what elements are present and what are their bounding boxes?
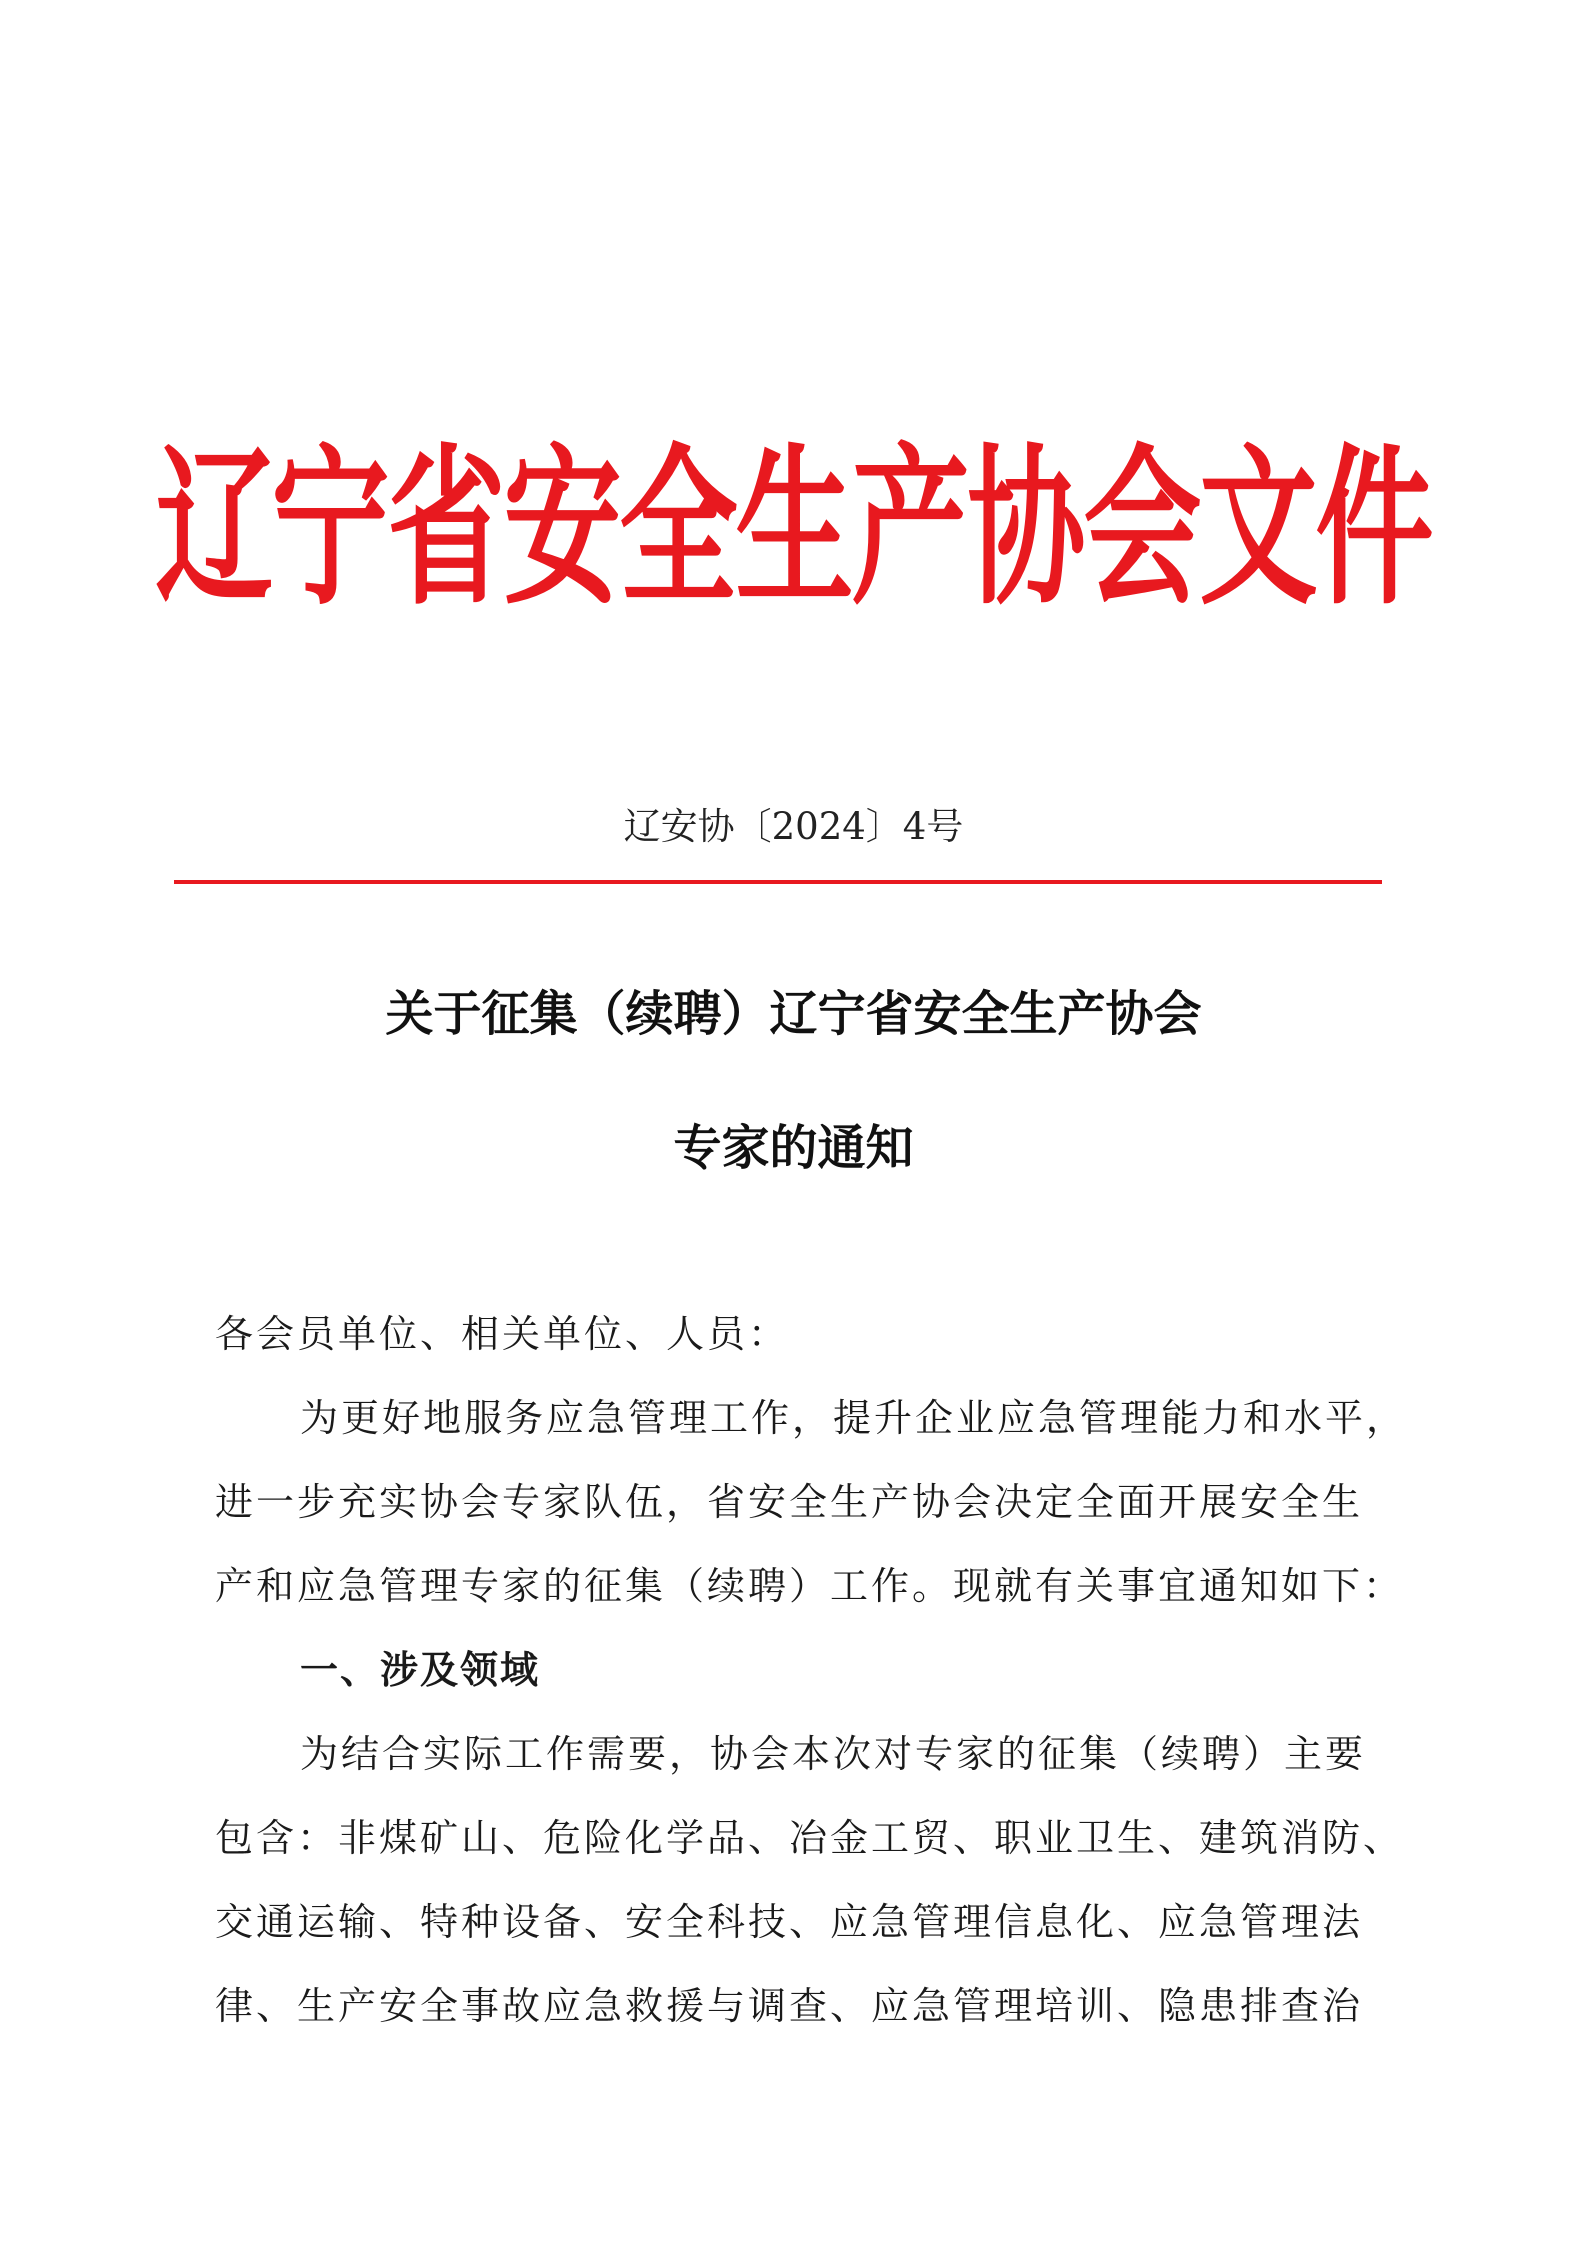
red-separator-line [174, 880, 1382, 884]
paragraph-1-line-1: 为更好地服务应急管理工作，提升企业应急管理能力和水平， [300, 1396, 1408, 1440]
masthead-title: 辽宁省安全生产协会文件 [155, 426, 1432, 629]
notice-title-line-2: 专家的通知 [673, 1120, 914, 1176]
document-number: 辽安协〔2024〕4号 [623, 805, 964, 848]
paragraph-2-line-1: 为结合实际工作需要，协会本次对专家的征集（续聘）主要 [300, 1732, 1367, 1776]
paragraph-2-line-3: 交通运输、特种设备、安全科技、应急管理信息化、应急管理法 [215, 1900, 1364, 1944]
salutation: 各会员单位、相关单位、人员： [215, 1312, 790, 1356]
paragraph-2-line-2: 包含：非煤矿山、危险化学品、冶金工贸、职业卫生、建筑消防、 [215, 1816, 1405, 1860]
paragraph-1-line-2: 进一步充实协会专家队伍，省安全生产协会决定全面开展安全生 [215, 1480, 1364, 1524]
paragraph-1-line-3: 产和应急管理专家的征集（续聘）工作。现就有关事宜通知如下： [215, 1564, 1405, 1608]
section-1-heading: 一、涉及领域 [300, 1648, 541, 1692]
notice-title-line-1: 关于征集（续聘）辽宁省安全生产协会 [385, 986, 1202, 1042]
paragraph-2-line-4: 律、生产安全事故应急救援与调查、应急管理培训、隐患排查治 [215, 1984, 1364, 2028]
